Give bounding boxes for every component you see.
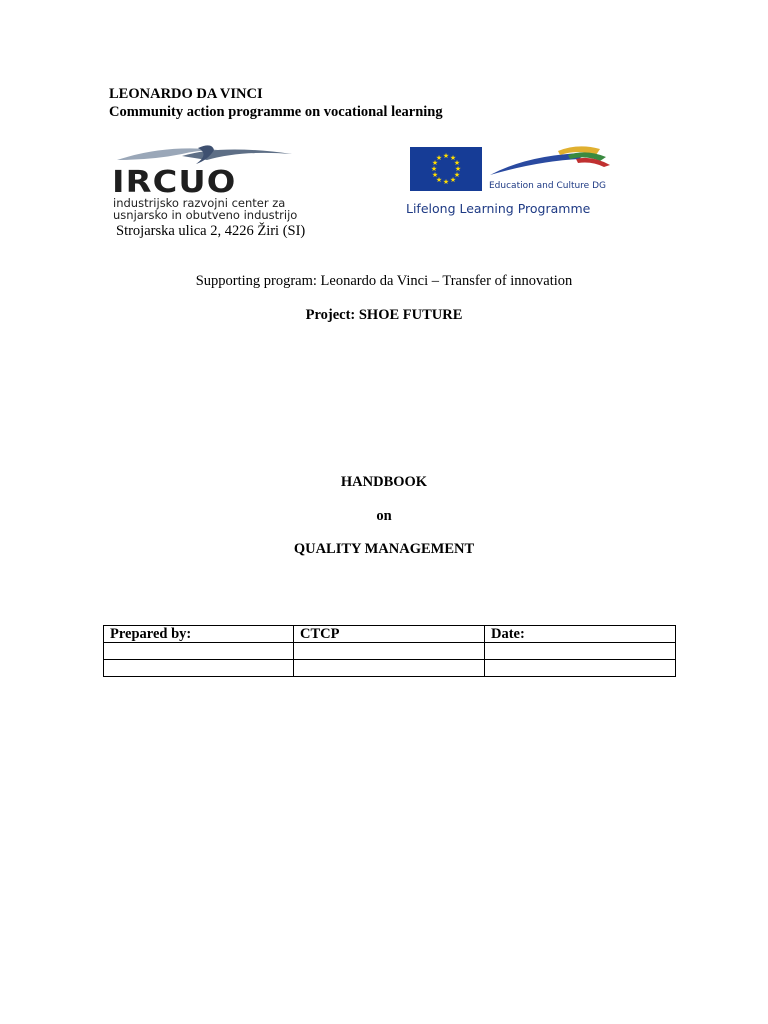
svg-text:★: ★ xyxy=(453,159,461,167)
title-line-3: QUALITY MANAGEMENT xyxy=(293,541,475,557)
table-header-row xyxy=(104,626,676,643)
eu-flag-icon xyxy=(410,147,482,191)
svg-text:★: ★ xyxy=(442,178,450,186)
programme-title: LEONARDO DA VINCI xyxy=(109,86,263,102)
preparer-name: CTCP xyxy=(294,626,485,643)
education-culture-label: Education and Culture DG xyxy=(489,181,606,191)
address: Strojarska ulica 2, 4226 Žiri (SI) xyxy=(116,223,306,239)
project-name: Project: SHOE FUTURE xyxy=(305,307,463,323)
svg-text:★: ★ xyxy=(454,165,462,173)
svg-text:★: ★ xyxy=(453,171,461,179)
ircuo-line-2: usnjarsko in obutveno industrijo xyxy=(113,208,298,222)
programme-subtitle: Community action programme on vocational learning xyxy=(109,104,443,120)
table-cell xyxy=(104,643,294,660)
table-row xyxy=(104,643,676,660)
svg-text:★: ★ xyxy=(435,154,443,162)
ircuo-wordmark: IRCUO xyxy=(112,165,237,200)
table-cell xyxy=(485,643,676,660)
table-cell xyxy=(485,660,676,677)
svg-text:★: ★ xyxy=(431,159,439,167)
prepared-by-label: Prepared by: xyxy=(104,626,294,643)
date-label: Date: xyxy=(485,626,676,643)
prepared-by-table xyxy=(103,625,676,677)
svg-text:★: ★ xyxy=(431,171,439,179)
title-line-1: HANDBOOK xyxy=(340,474,428,490)
table-row xyxy=(104,660,676,677)
table-cell xyxy=(294,643,485,660)
table-cell xyxy=(294,660,485,677)
lifelong-learning-label: Lifelong Learning Programme xyxy=(406,201,591,216)
svg-text:★: ★ xyxy=(430,165,438,173)
ircuo-line-1: industrijsko razvojni center za xyxy=(113,196,286,210)
svg-text:★: ★ xyxy=(449,176,457,184)
svg-text:★: ★ xyxy=(449,154,457,162)
svg-text:★: ★ xyxy=(435,176,443,184)
table-cell xyxy=(104,660,294,677)
llp-wing-icon xyxy=(488,145,613,183)
title-line-2: on xyxy=(376,508,392,524)
svg-text:★: ★ xyxy=(442,152,450,160)
supporting-program: Supporting program: Leonardo da Vinci – Transfer of innovation xyxy=(195,273,573,289)
